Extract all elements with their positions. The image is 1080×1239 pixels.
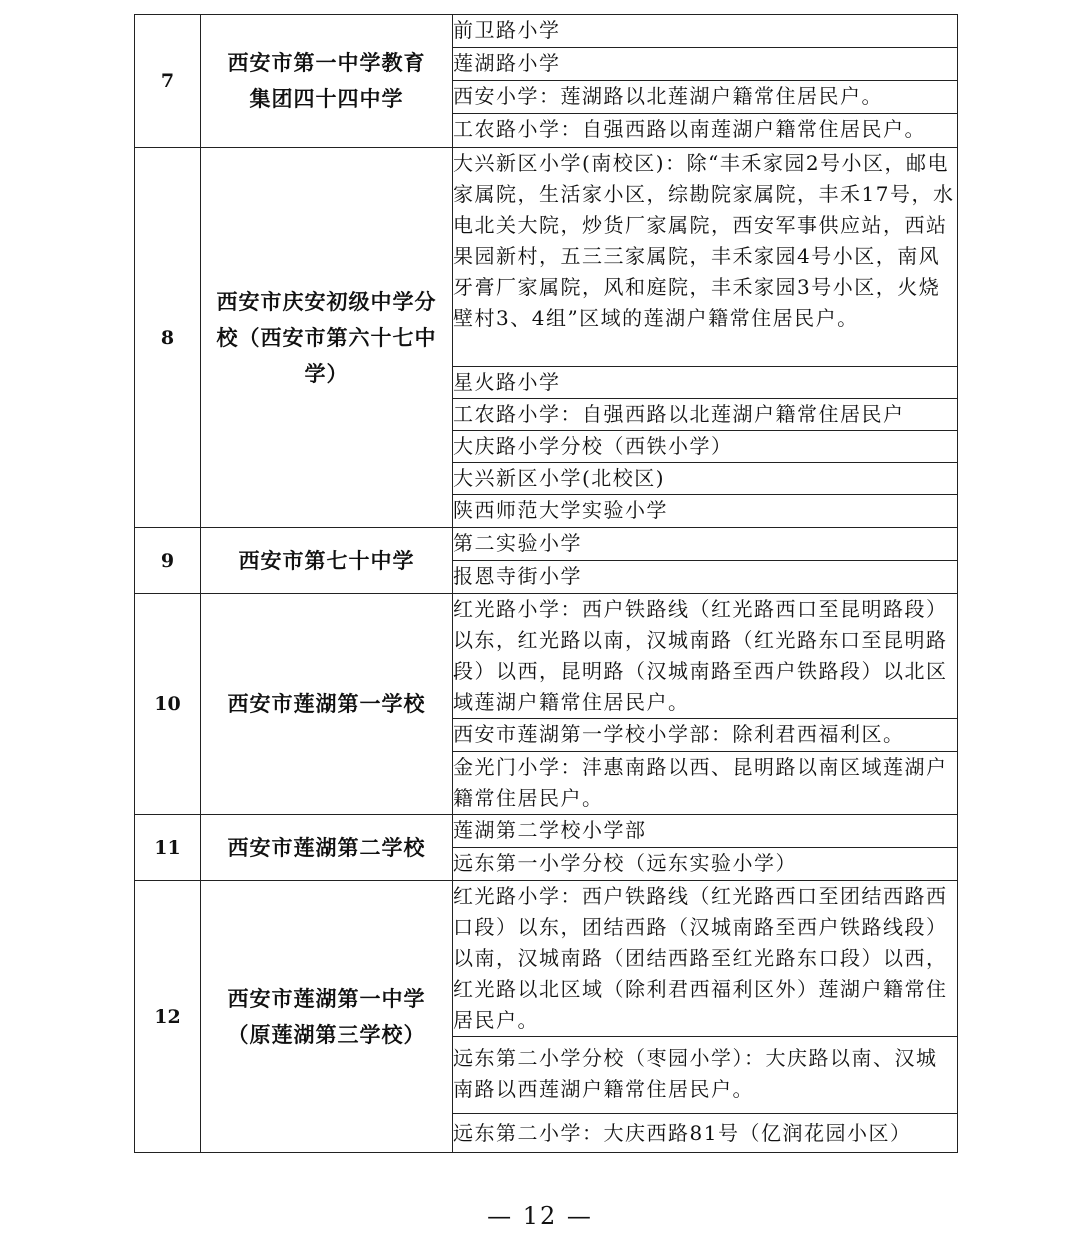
table-row <box>135 148 958 367</box>
primary-school-cell: 前卫路小学 <box>453 15 958 48</box>
primary-school-cell: 远东第二小学分校（枣园小学）：大庆路以南、汉城南路以西莲湖户籍常住居民户。 <box>453 1037 958 1114</box>
row-number: 7 <box>135 15 201 148</box>
middle-school-name: 西安市庆安初级中学分校（西安市第六十七中学） <box>201 148 453 528</box>
primary-school-cell: 金光门小学：沣惠南路以西、昆明路以南区域莲湖户籍常住居民户。 <box>453 752 958 815</box>
row-number: 9 <box>135 528 201 594</box>
table-row <box>135 815 958 848</box>
primary-school-cell: 星火路小学 <box>453 367 958 399</box>
primary-school-cell: 西安小学：莲湖路以北莲湖户籍常住居民户。 <box>453 81 958 114</box>
table-row <box>135 881 958 1037</box>
primary-school-cell: 陕西师范大学实验小学 <box>453 495 958 528</box>
row-number: 12 <box>135 881 201 1153</box>
primary-school-cell: 第二实验小学 <box>453 528 958 561</box>
primary-school-cell: 莲湖第二学校小学部 <box>453 815 958 848</box>
row-number: 11 <box>135 815 201 881</box>
middle-school-name: 西安市莲湖第一学校 <box>201 594 453 815</box>
row-number: 8 <box>135 148 201 528</box>
primary-school-cell: 报恩寺街小学 <box>453 561 958 594</box>
primary-school-cell: 大庆路小学分校（西铁小学） <box>453 431 958 463</box>
primary-school-cell: 红光路小学：西户铁路线（红光路西口至昆明路段）以东，红光路以南，汉城南路（红光路东口至昆明路段）以西，昆明路（汉城南路至西户铁路段）以北区域莲湖户籍常住居民户。 <box>453 594 958 719</box>
middle-school-name: 西安市莲湖第一中学（原莲湖第三学校） <box>201 881 453 1153</box>
row-number: 10 <box>135 594 201 815</box>
primary-school-cell: 西安市莲湖第一学校小学部：除利君西福利区。 <box>453 719 958 752</box>
primary-school-cell: 工农路小学：自强西路以北莲湖户籍常住居民户 <box>453 399 958 431</box>
school-district-table <box>134 14 958 1153</box>
primary-school-cell: 大兴新区小学(南校区)：除“丰禾家园2号小区，邮电家属院，生活家小区，综勘院家属院，丰禾17号，水电北关大院，炒货厂家属院，西安军事供应站，西站果园新村，五三三家属院，丰禾家园4号小区，南风牙膏厂家属院，风和庭院，丰禾家园3号小区，火烧壁村3、4组”区域的莲湖户籍常住居民户。 <box>453 148 958 367</box>
primary-school-cell: 工农路小学：自强西路以南莲湖户籍常住居民户。 <box>453 114 958 148</box>
table-row <box>135 528 958 561</box>
page-number: — 12 — <box>487 1202 593 1230</box>
table-row <box>135 594 958 719</box>
middle-school-name: 西安市第一中学教育集团四十四中学 <box>201 15 453 148</box>
middle-school-name: 西安市莲湖第二学校 <box>201 815 453 881</box>
primary-school-cell: 远东第一小学分校（远东实验小学） <box>453 848 958 881</box>
primary-school-cell: 大兴新区小学(北校区) <box>453 463 958 495</box>
middle-school-name: 西安市第七十中学 <box>201 528 453 594</box>
primary-school-cell: 远东第二小学：大庆西路81号（亿润花园小区） <box>453 1114 958 1153</box>
primary-school-cell: 莲湖路小学 <box>453 48 958 81</box>
table-row <box>135 15 958 48</box>
primary-school-cell: 红光路小学：西户铁路线（红光路西口至团结西路西口段）以东，团结西路（汉城南路至西户铁路线段）以南，汉城南路（团结西路至红光路东口段）以西，红光路以北区域（除利君西福利区外）莲湖户籍常住居民户。 <box>453 881 958 1037</box>
